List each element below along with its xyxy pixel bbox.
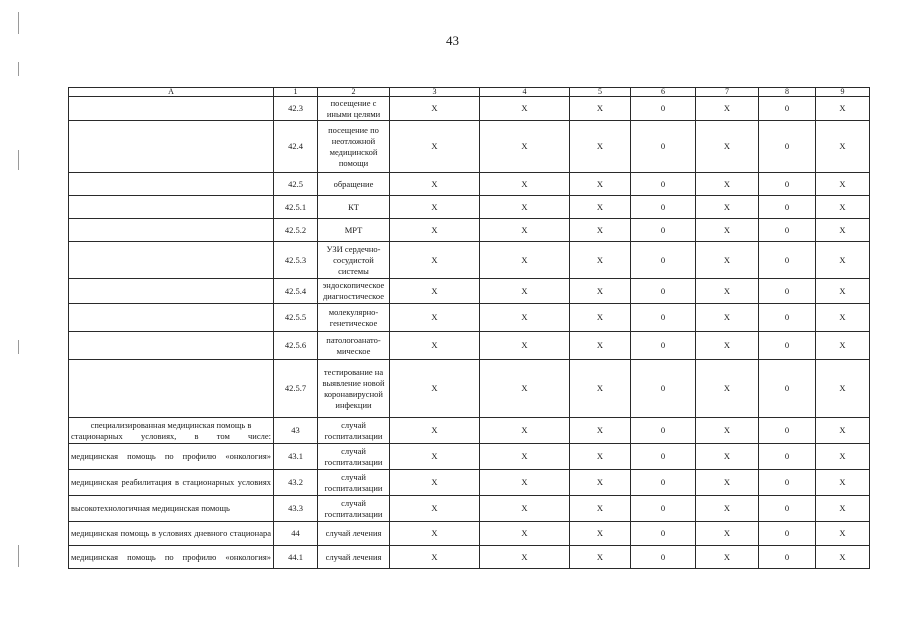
unit-cell: случай лечения [318, 546, 390, 569]
value-cell-6: 0 [631, 470, 696, 496]
category-cell [69, 121, 274, 173]
binding-mark [18, 150, 19, 170]
value-cell-9: Х [816, 546, 870, 569]
category-cell [69, 332, 274, 360]
header-cell: 6 [631, 88, 696, 97]
header-cell: 5 [570, 88, 631, 97]
value-cell-7: Х [696, 546, 759, 569]
value-cell-9: Х [816, 304, 870, 332]
value-cell-6: 0 [631, 418, 696, 444]
value-cell-4: Х [480, 304, 570, 332]
value-cell-5: Х [570, 304, 631, 332]
category-cell [69, 219, 274, 242]
value-cell-9: Х [816, 360, 870, 418]
value-cell-5: Х [570, 121, 631, 173]
table-row [69, 546, 870, 569]
value-cell-8: 0 [759, 173, 816, 196]
value-cell-4: Х [480, 196, 570, 219]
value-cell-4: Х [480, 444, 570, 470]
table-row [69, 304, 870, 332]
value-cell-3: Х [390, 470, 480, 496]
category-cell [69, 279, 274, 304]
value-cell-5: Х [570, 470, 631, 496]
header-cell: 7 [696, 88, 759, 97]
value-cell-9: Х [816, 219, 870, 242]
table-row [69, 97, 870, 121]
value-cell-5: Х [570, 522, 631, 546]
unit-cell: случай госпитализации [318, 444, 390, 470]
code-cell: 44.1 [274, 546, 318, 569]
value-cell-9: Х [816, 242, 870, 279]
value-cell-4: Х [480, 470, 570, 496]
value-cell-8: 0 [759, 546, 816, 569]
value-cell-8: 0 [759, 97, 816, 121]
value-cell-7: Х [696, 360, 759, 418]
value-cell-6: 0 [631, 97, 696, 121]
data-table [68, 87, 870, 569]
value-cell-3: Х [390, 496, 480, 522]
value-cell-3: Х [390, 304, 480, 332]
binding-mark [18, 62, 19, 76]
category-cell: медицинская помощь по профилю «онкология» [69, 444, 274, 470]
value-cell-4: Х [480, 242, 570, 279]
value-cell-9: Х [816, 522, 870, 546]
value-cell-8: 0 [759, 196, 816, 219]
value-cell-7: Х [696, 444, 759, 470]
category-cell [69, 242, 274, 279]
category-cell [69, 360, 274, 418]
category-cell: медицинская реабилитация в стационарных условиях [69, 470, 274, 496]
value-cell-5: Х [570, 219, 631, 242]
value-cell-9: Х [816, 470, 870, 496]
header-cell: 9 [816, 88, 870, 97]
value-cell-3: Х [390, 173, 480, 196]
value-cell-3: Х [390, 332, 480, 360]
table-row [69, 121, 870, 173]
value-cell-5: Х [570, 444, 631, 470]
value-cell-7: Х [696, 173, 759, 196]
unit-cell: КТ [318, 196, 390, 219]
table-row [69, 279, 870, 304]
unit-cell: тестирование на выявление новой коронавирусной инфекции [318, 360, 390, 418]
value-cell-7: Х [696, 121, 759, 173]
value-cell-6: 0 [631, 279, 696, 304]
value-cell-3: Х [390, 279, 480, 304]
code-cell: 42.5.4 [274, 279, 318, 304]
unit-cell: случай госпитализации [318, 470, 390, 496]
value-cell-5: Х [570, 242, 631, 279]
code-cell: 42.5.5 [274, 304, 318, 332]
value-cell-3: Х [390, 196, 480, 219]
value-cell-5: Х [570, 546, 631, 569]
value-cell-9: Х [816, 332, 870, 360]
unit-cell: молекулярно-генетическое [318, 304, 390, 332]
value-cell-4: Х [480, 97, 570, 121]
value-cell-4: Х [480, 173, 570, 196]
table-header-row [69, 88, 870, 97]
category-cell: медицинская помощь по профилю «онкология» [69, 546, 274, 569]
value-cell-7: Х [696, 97, 759, 121]
value-cell-5: Х [570, 173, 631, 196]
value-cell-5: Х [570, 196, 631, 219]
unit-cell: посещение с иными целями [318, 97, 390, 121]
value-cell-5: Х [570, 279, 631, 304]
value-cell-6: 0 [631, 219, 696, 242]
value-cell-7: Х [696, 279, 759, 304]
value-cell-6: 0 [631, 360, 696, 418]
value-cell-9: Х [816, 279, 870, 304]
unit-cell: эндоскопическое диагностическое [318, 279, 390, 304]
value-cell-8: 0 [759, 279, 816, 304]
table-row [69, 173, 870, 196]
value-cell-7: Х [696, 496, 759, 522]
unit-cell: МРТ [318, 219, 390, 242]
code-cell: 42.5.6 [274, 332, 318, 360]
table-row [69, 496, 870, 522]
code-cell: 42.5.1 [274, 196, 318, 219]
value-cell-7: Х [696, 196, 759, 219]
value-cell-9: Х [816, 196, 870, 219]
table-row [69, 522, 870, 546]
value-cell-4: Х [480, 360, 570, 418]
value-cell-7: Х [696, 219, 759, 242]
code-cell: 42.4 [274, 121, 318, 173]
category-cell: медицинская помощь в условиях дневного стационара [69, 522, 274, 546]
value-cell-5: Х [570, 97, 631, 121]
value-cell-3: Х [390, 444, 480, 470]
code-cell: 44 [274, 522, 318, 546]
value-cell-6: 0 [631, 496, 696, 522]
unit-cell: обращение [318, 173, 390, 196]
value-cell-3: Х [390, 242, 480, 279]
table-row [69, 418, 870, 444]
value-cell-8: 0 [759, 219, 816, 242]
category-cell [69, 196, 274, 219]
table-row [69, 470, 870, 496]
code-cell: 42.5.7 [274, 360, 318, 418]
value-cell-9: Х [816, 173, 870, 196]
value-cell-7: Х [696, 332, 759, 360]
value-cell-9: Х [816, 121, 870, 173]
header-cell: 4 [480, 88, 570, 97]
code-cell: 43.1 [274, 444, 318, 470]
value-cell-4: Х [480, 121, 570, 173]
value-cell-3: Х [390, 97, 480, 121]
category-cell: специализированная медицинская помощь в стационарных условиях, в том числе: [69, 418, 274, 444]
value-cell-7: Х [696, 470, 759, 496]
category-cell [69, 173, 274, 196]
code-cell: 42.3 [274, 97, 318, 121]
value-cell-8: 0 [759, 470, 816, 496]
value-cell-8: 0 [759, 522, 816, 546]
value-cell-3: Х [390, 219, 480, 242]
value-cell-6: 0 [631, 332, 696, 360]
table-row [69, 444, 870, 470]
value-cell-8: 0 [759, 496, 816, 522]
page-number: 43 [446, 33, 459, 48]
unit-cell: УЗИ сердечно-сосудистой системы [318, 242, 390, 279]
value-cell-6: 0 [631, 173, 696, 196]
value-cell-3: Х [390, 546, 480, 569]
value-cell-4: Х [480, 418, 570, 444]
binding-mark [18, 545, 19, 567]
value-cell-4: Х [480, 219, 570, 242]
value-cell-6: 0 [631, 304, 696, 332]
code-cell: 43.2 [274, 470, 318, 496]
value-cell-6: 0 [631, 121, 696, 173]
value-cell-3: Х [390, 121, 480, 173]
value-cell-5: Х [570, 332, 631, 360]
header-cell: А [69, 88, 274, 97]
value-cell-6: 0 [631, 444, 696, 470]
header-cell: 2 [318, 88, 390, 97]
value-cell-9: Х [816, 496, 870, 522]
value-cell-8: 0 [759, 304, 816, 332]
code-cell: 42.5.3 [274, 242, 318, 279]
unit-cell: посещение по неотложной медицинской помощи [318, 121, 390, 173]
binding-mark [18, 12, 19, 34]
unit-cell: случай госпитализации [318, 496, 390, 522]
value-cell-5: Х [570, 418, 631, 444]
value-cell-7: Х [696, 304, 759, 332]
value-cell-3: Х [390, 522, 480, 546]
table-row [69, 219, 870, 242]
category-cell [69, 304, 274, 332]
value-cell-6: 0 [631, 242, 696, 279]
value-cell-9: Х [816, 97, 870, 121]
unit-cell: случай госпитализации [318, 418, 390, 444]
header-cell: 3 [390, 88, 480, 97]
value-cell-9: Х [816, 418, 870, 444]
value-cell-6: 0 [631, 196, 696, 219]
value-cell-5: Х [570, 496, 631, 522]
value-cell-7: Х [696, 242, 759, 279]
table-row [69, 360, 870, 418]
value-cell-3: Х [390, 418, 480, 444]
category-cell [69, 97, 274, 121]
table-row [69, 332, 870, 360]
value-cell-4: Х [480, 546, 570, 569]
header-cell: 1 [274, 88, 318, 97]
code-cell: 43 [274, 418, 318, 444]
value-cell-6: 0 [631, 546, 696, 569]
value-cell-4: Х [480, 522, 570, 546]
value-cell-4: Х [480, 496, 570, 522]
code-cell: 43.3 [274, 496, 318, 522]
header-cell: 8 [759, 88, 816, 97]
value-cell-7: Х [696, 418, 759, 444]
value-cell-8: 0 [759, 121, 816, 173]
value-cell-6: 0 [631, 522, 696, 546]
unit-cell: случай лечения [318, 522, 390, 546]
unit-cell: патологоанато-мическое [318, 332, 390, 360]
value-cell-9: Х [816, 444, 870, 470]
value-cell-8: 0 [759, 242, 816, 279]
category-cell: высокотехнологичная медицинская помощь [69, 496, 274, 522]
value-cell-8: 0 [759, 360, 816, 418]
value-cell-8: 0 [759, 332, 816, 360]
table-row [69, 242, 870, 279]
value-cell-3: Х [390, 360, 480, 418]
code-cell: 42.5.2 [274, 219, 318, 242]
value-cell-8: 0 [759, 418, 816, 444]
value-cell-4: Х [480, 332, 570, 360]
table-row [69, 196, 870, 219]
value-cell-5: Х [570, 360, 631, 418]
binding-mark [18, 340, 19, 354]
value-cell-7: Х [696, 522, 759, 546]
code-cell: 42.5 [274, 173, 318, 196]
value-cell-4: Х [480, 279, 570, 304]
value-cell-8: 0 [759, 444, 816, 470]
